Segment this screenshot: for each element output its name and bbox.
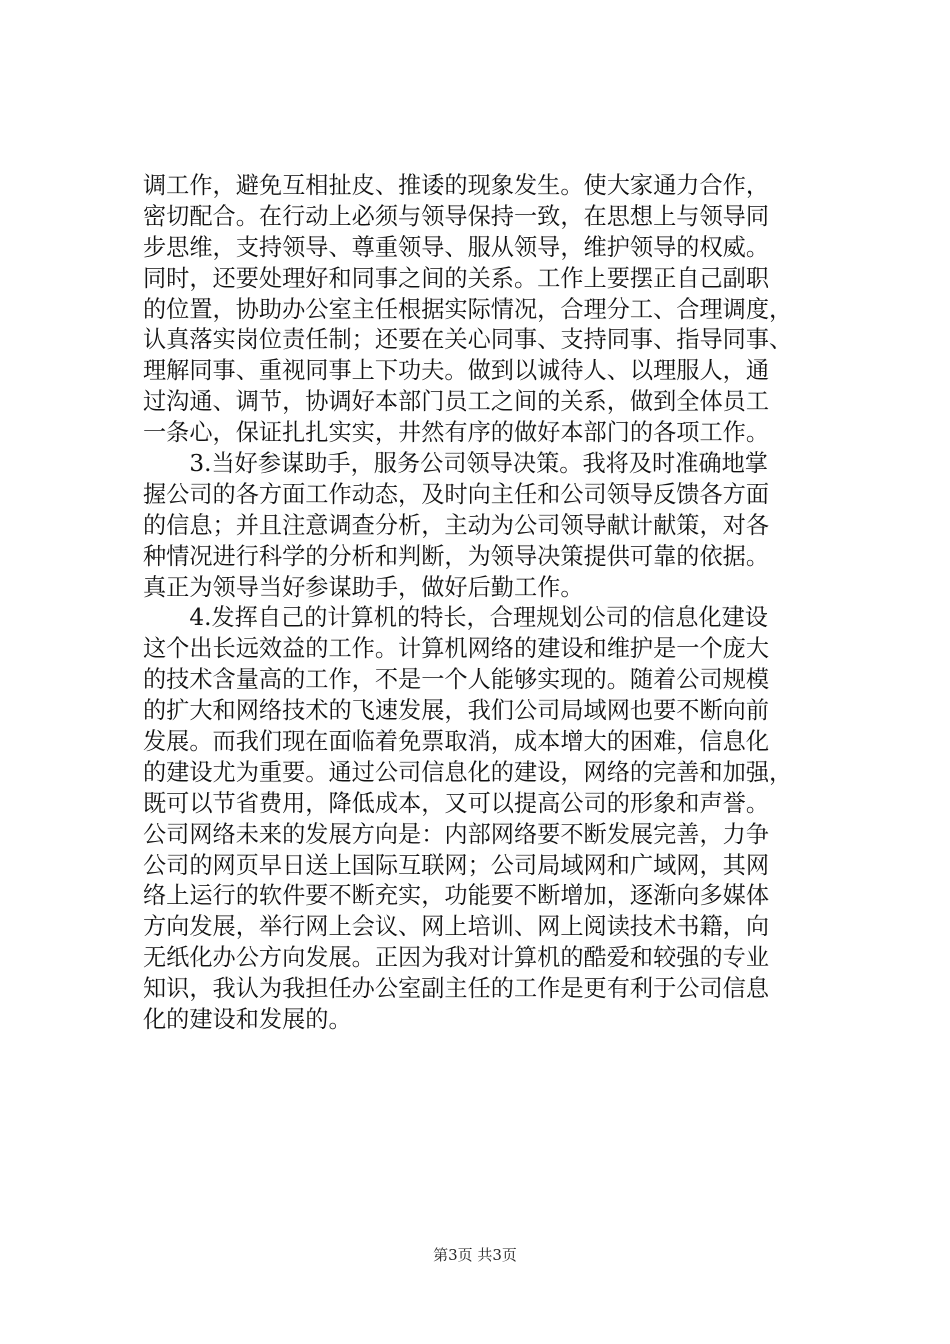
text-line: 公司网络未来的发展方向是：内部网络要不断发展完善，力争: [143, 820, 770, 848]
text-line: 的信息；并且注意调查分析，主动为公司领导献计献策，对各: [143, 511, 770, 539]
text-line: 方向发展，举行网上会议、网上培训、网上阅读技术书籍，向: [143, 913, 770, 941]
text-line: 真正为领导当好参谋助手，做好后勤工作。: [143, 573, 584, 601]
text-line: 知识，我认为我担任办公室副主任的工作是更有利于公司信息: [143, 975, 770, 1003]
text-line: 过沟通、调节，协调好本部门员工之间的关系，做到全体员工: [143, 388, 770, 416]
page-footer: 第3页 共3页: [433, 1246, 517, 1264]
text-line: 的扩大和网络技术的飞速发展，我们公司局域网也要不断向前: [143, 697, 770, 725]
text-line: 握公司的各方面工作动态，及时向主任和公司领导反馈各方面: [143, 480, 770, 508]
text-line: 络上运行的软件要不断充实，功能要不断增加，逐渐向多媒体: [143, 882, 770, 910]
text-line: 发展。而我们现在面临着免票取消，成本增大的困难，信息化: [143, 728, 770, 756]
text-line: 的位置，协助办公室主任根据实际情况，合理分工、合理调度，: [143, 295, 793, 323]
text-line: 的建设尤为重要。通过公司信息化的建设，网络的完善和加强，: [143, 758, 793, 786]
text-line: 密切配合。在行动上必须与领导保持一致，在思想上与领导同: [143, 202, 770, 230]
text-line: 公司的网页早日送上国际互联网；公司局域网和广域网，其网: [143, 851, 770, 879]
text-line: 的技术含量高的工作，不是一个人能够实现的。随着公司规模: [143, 666, 770, 694]
text-line: 理解同事、重视同事上下功夫。做到以诚待人、以理服人，通: [143, 357, 770, 385]
text-line: 调工作，避免互相扯皮、推诿的现象发生。使大家通力合作，: [143, 172, 770, 199]
text-line: 无纸化办公方向发展。正因为我对计算机的酷爱和较强的专业: [143, 944, 770, 972]
text-line: 3.当好参谋助手，服务公司领导决策。我将及时准确地掌: [143, 450, 768, 478]
body-text: [143, 171, 811, 1036]
text-line: 认真落实岗位责任制；还要在关心同事、支持同事、指导同事、: [143, 326, 793, 354]
text-line: 步思维，支持领导、尊重领导、服从领导，维护领导的权威。: [143, 233, 770, 261]
text-line: 4.发挥自己的计算机的特长，合理规划公司的信息化建设: [143, 604, 768, 632]
text-line: 化的建设和发展的。: [143, 1006, 352, 1034]
text-line: 种情况进行科学的分析和判断，为领导决策提供可靠的依据。: [143, 542, 770, 570]
text-line: 这个出长远效益的工作。计算机网络的建设和维护是一个庞大: [143, 635, 770, 663]
text-line: 同时，还要处理好和同事之间的关系。工作上要摆正自己副职: [143, 264, 770, 292]
text-line: 一条心，保证扎扎实实，井然有序的做好本部门的各项工作。: [143, 419, 770, 447]
text-line: 既可以节省费用，降低成本，又可以提高公司的形象和声誉。: [143, 789, 770, 817]
